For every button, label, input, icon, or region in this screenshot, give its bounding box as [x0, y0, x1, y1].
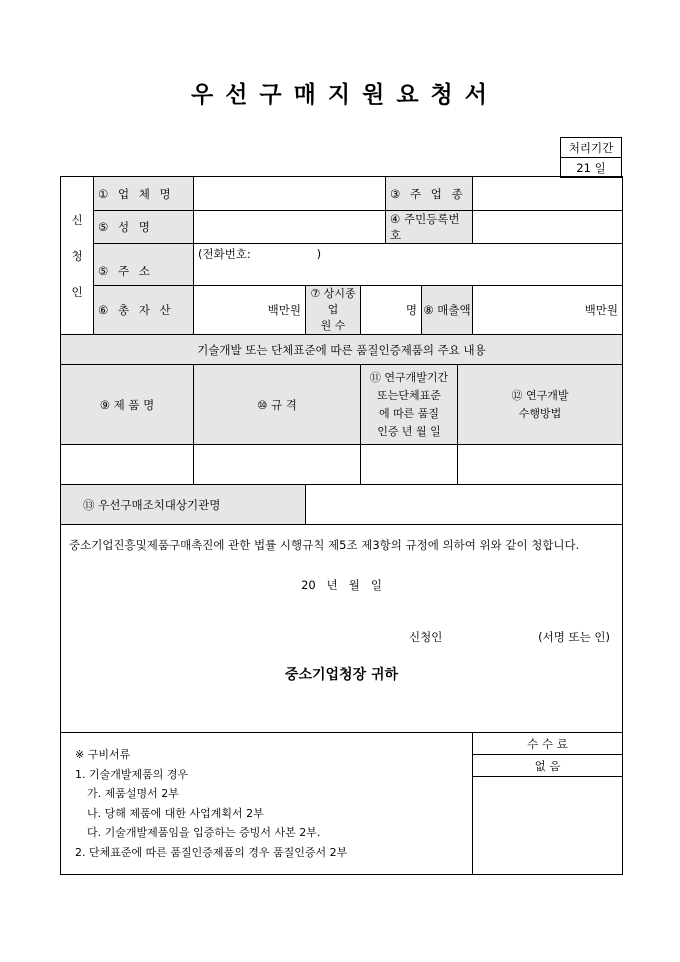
form-title: 우 선 구 매 지 원 요 청 서 — [190, 81, 490, 108]
document-item-3: 나. 당해 제품에 대한 사업계획서 2부 — [87, 806, 264, 820]
company-name-label: ① 업 체 명 — [94, 177, 194, 211]
fee-value: 없 음 — [473, 755, 623, 777]
priority-agency-label: ⑬ 우선구매조치대상기관명 — [61, 485, 306, 525]
industry-label: ③ 주 업 종 — [386, 177, 473, 211]
document-item-5: 2. 단체표준에 따른 품질인증제품의 경우 품질인증서 2부 — [75, 845, 348, 859]
priority-agency-field[interactable] — [306, 485, 623, 525]
signature-line — [69, 627, 614, 647]
total-assets-label: ⑥ 총 자 산 — [94, 286, 194, 335]
processing-period-value: 21 일 — [561, 158, 622, 178]
name-field[interactable] — [194, 211, 386, 244]
documents-header: ※ 구비서류 — [75, 748, 131, 761]
required-documents — [61, 733, 473, 875]
product-name-field[interactable] — [61, 445, 194, 485]
method-field[interactable] — [458, 445, 623, 485]
application-form-table — [60, 176, 623, 875]
col-product-name: ⑨ 제 품 명 — [61, 365, 194, 445]
industry-field[interactable] — [473, 177, 623, 211]
name-label: ⑤ 성 명 — [94, 211, 194, 244]
period-field[interactable] — [361, 445, 458, 485]
resident-id-field[interactable] — [473, 211, 623, 244]
employees-label: ⑦ 상시종업 원 수 — [306, 286, 361, 335]
total-assets-field[interactable]: 백만원 — [194, 286, 306, 335]
col-period: ⑪ 연구개발기간 또는단체표준 에 따른 품질 인증 년 월 일 — [361, 365, 458, 445]
addressee: 중소기업청장 귀하 — [284, 667, 399, 683]
processing-period-box — [560, 137, 622, 178]
col-method: ⑫ 연구개발 수행방법 — [458, 365, 623, 445]
applicant-char-3: 인 — [71, 284, 83, 299]
declaration-text: 중소기업진흥및제품구매촉진에 관한 법률 시행규칙 제5조 제3항의 규정에 의하여 위와 같이 청합니다. — [69, 538, 580, 552]
applicant-label: 신청인 — [409, 630, 443, 644]
address-field[interactable] — [194, 244, 623, 286]
document-item-2: 가. 제품설명서 2부 — [87, 787, 179, 800]
address-label: ⑤ 주 소 — [94, 244, 194, 286]
applicant-section-label — [61, 177, 94, 335]
applicant-char-2: 청 — [71, 248, 83, 263]
fee-label: 수 수 료 — [473, 733, 623, 755]
processing-period-label: 처리기간 — [561, 138, 622, 158]
resident-id-label: ④ 주민등록번호 — [386, 211, 473, 244]
col-spec: ⑩ 규 격 — [194, 365, 361, 445]
sales-label: ⑧ 매출액 — [422, 286, 473, 335]
document-item-1: 1. 기술개발제품의 경우 — [75, 767, 189, 781]
document-item-4: 다. 기술개발제품임을 입증하는 증빙서 사본 2부. — [87, 826, 321, 839]
spec-field[interactable] — [194, 445, 361, 485]
fee-blank — [473, 777, 623, 875]
declaration-date: 20 년 월 일 — [301, 578, 382, 592]
applicant-char-1: 신 — [71, 212, 83, 227]
employees-field[interactable]: 명 — [361, 286, 422, 335]
sales-field[interactable]: 백만원 — [473, 286, 623, 335]
declaration-section — [61, 525, 623, 733]
company-name-field[interactable] — [194, 177, 386, 211]
phone-text: (전화번호: ) — [198, 247, 322, 261]
signature-note: (서명 또는 인) — [538, 630, 610, 644]
product-section-header: 기술개발 또는 단체표준에 따른 품질인증제품의 주요 내용 — [61, 335, 623, 365]
